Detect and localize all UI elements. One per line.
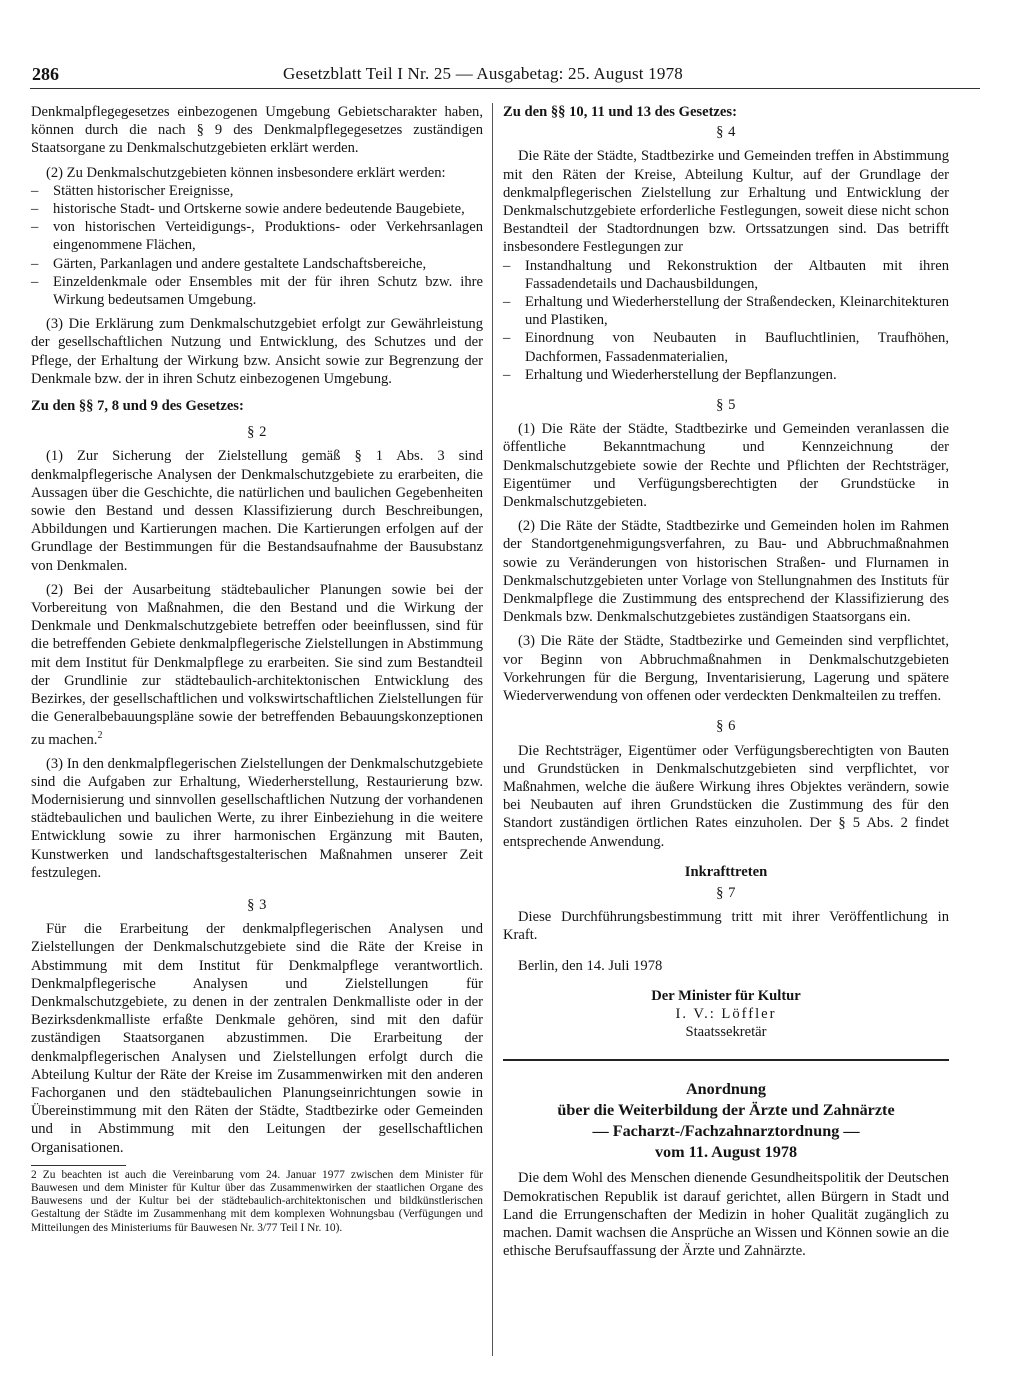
footnote-marker: 2 xyxy=(97,729,103,741)
section-2-paragraph-2: (2) Bei der Ausarbeitung städtebaulicher Planungen sowie bei der Vorbereitung von Maßnahmen, die den Bestand und die Wirkung der Denkmale und Denkmalschutzgebiete betreffen oder beeinflussen, sind für die betreffenden Gebiete denkmalpflegerische Zielstellungen in Abstimmung mit dem Institut für Denkmalpflege zu erarbeiten. Sie sind zum Bestandteil der Grundlinie zur städtebaulich-architektonischen Entwicklung des Bezirkes, der gesellschaftlichen und volkswirtschaftlichen Zielstellungen für die Generalbebauungspläne sowie der betreffenden Bebauungskonzeptionen zu machen.$^2$ xyxy=(31,581,483,748)
section-6-title: § 6 xyxy=(716,718,736,735)
paragraph-3: (3) Die Erklärung zum Denkmalschutzgebiet erfolgt zur Gewährleistung der gesellschaftlichen Nutzung und Entwicklung, des Schutzes und der Pflege, der Erhaltung der Wirkung bzw. Ansicht sowie zur Begrenzung der Denkmale bzw. der in ihren Schutz einbezogenen Umgebung. xyxy=(31,316,483,387)
anordnung-subtitle: über die Weiterbildung der Ärzte und Zahnärzte xyxy=(557,1101,895,1120)
list-item: – Einordnung von Neubauten in Baufluchtlinien, Traufhöhen, Dachformen, Fassadenmaterialien, xyxy=(503,330,949,365)
section-3-paragraph: Für die Erarbeitung der denkmalpflegerischen Analysen und Zielstellungen der Denkmalschutzgebiete sind die Räte der Kreise in Abstimmung mit dem Institut für Denkmalpflege verantwortlich. Denkmalpflegerische Analysen und Zielstellungen für Denkmalschutzgebiete, zu denen in der zentralen Denkmalliste oder in der Bezirksdenkmalliste erfaßte Denkmale gehören, sind mit den dafür zuständigen Staatsorganen abzustimmen. Die Erarbeitung der denkmalpflegerischen Analysen und Zielstellungen erfolgt durch die Abteilung Kultur der Räte der Kreise im Zusammenwirken mit den anderen Fachorganen und den städtebaulichen Planungseinrichtungen sowie in Übereinstimmung mit den Räten der Städte, Stadtbezirke oder Gemeinden und in Abstimmung mit den Leitungen der gesellschaftlichen Organisationen. xyxy=(31,921,483,1156)
anordnung-name: — Facharzt-/Fachzahnarztordnung — xyxy=(592,1122,860,1141)
section-5-paragraph-2: (2) Die Räte der Städte, Stadtbezirke und Gemeinden holen im Rahmen der Standortgenehmigungsverfahren, zu Bau- und Abbruchmaßnahmen sowie zu Veränderungen von historischen Straßen- und Flurnamen in Denkmalschutzgebieten unter Vorlage von Stellungnahmen des Instituts für Denkmalpflege die Zustimmung des entsprechend der Klassifizierung des Denkmals bzw. Denkmalschutzgebietes zuständigen Staatsorgans ein. xyxy=(503,518,949,626)
gazette-title: Gesetzblatt Teil I Nr. 25 — Ausgabetag: 25. August 1978 xyxy=(283,64,683,83)
list-item: – historische Stadt- und Ortskerne sowie andere bedeutende Baugebiete, xyxy=(31,201,465,218)
section-2-paragraph-1: (1) Zur Sicherung der Zielstellung gemäß § 1 Abs. 3 sind denkmalpflegerische Analysen der Denkmalschutzgebiete zu erarbeiten, die Aussagen über die Geschichte, die natürlichen und baulichen Gegebenheiten sowie den Bestand und dessen Klassifizierung durch Beschreibungen, Abbildungen und Kartierungen machen. Die Kartierungen erfolgen auf der Grundlage der Bestimmungen für die Bestandsaufnahme der Bausubstanz von Denkmalen. xyxy=(31,448,483,574)
list-item: – Instandhaltung und Rekonstruktion der Altbauten mit ihren Fassadendetails und Dachausbildungen, xyxy=(503,257,949,292)
section-5-title: § 5 xyxy=(716,397,736,414)
section-4-title: § 4 xyxy=(716,124,736,141)
anordnung-intro-paragraph: Die dem Wohl des Menschen dienende Gesundheitspolitik der Deutschen Demokratischen Republik ist darauf gerichtet, allen Bürgern in Stadt und Land die Errungenschaften der Medizin in hoher Qualität zugänglich zu machen. Damit wachsen die Ansprüche an Wissen und Können sowie an die ethische Berufsauffassung der Ärzte und Zahnärzte. xyxy=(503,1170,949,1260)
header-rule xyxy=(30,88,980,89)
section-separator xyxy=(503,1059,949,1061)
section-3-title: § 3 xyxy=(247,896,267,913)
list-item: – von historischen Verteidigungs-, Produktions- oder Verkehrsanlagen eingenommene Flächen, xyxy=(31,219,483,254)
list-item: – Einzeldenkmale oder Ensembles mit der für ihren Schutz bzw. ihre Wirkung bedeutsamen Umgebung. xyxy=(31,273,483,309)
left-column xyxy=(31,103,483,1235)
heading-sections-7-8-9: Zu den §§ 7, 8 und 9 des Gesetzes: xyxy=(31,398,244,415)
section-7-title: § 7 xyxy=(716,884,736,901)
column-divider xyxy=(492,103,493,1356)
page-header xyxy=(30,58,980,90)
signer-role: Staatssekretär xyxy=(685,1024,767,1041)
list-item: – Erhaltung und Wiederherstellung der Bepflanzungen. xyxy=(503,366,837,383)
minister-title: Der Minister für Kultur xyxy=(651,987,801,1004)
anordnung-date: vom 11. August 1978 xyxy=(654,1143,798,1162)
anordnung-title: Anordnung xyxy=(685,1080,767,1099)
section-5-paragraph-1: (1) Die Räte der Städte, Stadtbezirke und Gemeinden veranlassen die öffentliche Bekanntmachung und Kennzeichnung der Denkmalschutzgebiete sowie der Rechte und Pflichten der Rechtsträger, Eigentümer und Verfügungsberechtigten der Grundstücke in Denkmalschutzgebieten. xyxy=(503,421,949,511)
section-2-paragraph-3: (3) In den denkmalpflegerischen Zielstellungen der Denkmalschutzgebiete sind die Aufgaben zur Erhaltung, Wiederherstellung, Restaurierung bzw. Modernisierung und sinnvollen gesellschaftlichen Nutzung der vorhandenen städtebaulichen und baulichen Werte, zu ihrer Einbeziehung in die weitere Entwicklung sowie zu ihrer harmonischen Ergänzung mit Bauten, Kunstwerken und landschaftsgestalterischen Maßnahmen unserer Zeit festzulegen. xyxy=(31,755,483,881)
list-item: – Stätten historischer Ereignisse, xyxy=(31,182,234,199)
inkrafttreten-heading: Inkrafttreten xyxy=(684,863,768,880)
footnote-rule xyxy=(31,1165,126,1166)
section-5-paragraph-3: (3) Die Räte der Städte, Stadtbezirke und Gemeinden sind verpflichtet, vor Beginn von Abbruchmaßnahmen in Denkmalschutzgebieten Vorkehrungen für die Bergung, Inventarisierung, Lagerung und spätere Wiederverwendung von offenen oder verdeckten Denkmalteilen zu treffen. xyxy=(503,633,949,705)
section-7-paragraph: Diese Durchführungsbestimmung tritt mit ihrer Veröffentlichung in Kraft. xyxy=(503,909,949,944)
paragraph-2-intro: (2) Zu Denkmalschutzgebieten können insbesondere erklärt werden: xyxy=(46,164,446,181)
section-6-paragraph: Die Rechtsträger, Eigentümer oder Verfügungsberechtigten von Bauten und Grundstücken in Denkmalschutzgebieten sind verpflichtet, vor Maßnahmen, welche die äußere Wirkung ihres Objektes verändern, sowie bei Neubauten auf ihren Grundstücken die Zustimmung des für den Standort zuständigen örtlichen Rates einzuholen. Der § 5 Abs. 2 findet entsprechende Anwendung. xyxy=(503,742,949,850)
page-number: 286 xyxy=(32,64,59,84)
place-date: Berlin, den 14. Juli 1978 xyxy=(518,957,663,974)
list-item: – Erhaltung und Wiederherstellung der Straßendecken, Kleinarchitekturen und Plastiken, xyxy=(503,294,949,329)
signer-name: I. V.: Löffler xyxy=(675,1005,777,1022)
intro-paragraph: Denkmalpflegegesetzes einbezogenen Umgebung Gebietscharakter haben, können durch die nach § 9 des Denkmalpflegegesetzes zuständigen Staatsorgane zu Denkmalschutzgebieten erklärt werden. xyxy=(31,104,483,157)
right-column xyxy=(503,103,949,1260)
footnote: 2 Zu beachten ist auch die Vereinbarung vom 24. Januar 1977 zwischen dem Minister für Bauwesen und dem Minister für Kultur über das Zusammenwirken der staatlichen Organe des Bauwesens und der Kultur bei der städtebaulich-architektonischen und bildkünstlerischen Gestaltung der Städte im Zusammenhang mit dem komplexen Wohnungsbau (Verfügungen und Mitteilungen des Ministeriums für Bauwesen Nr. 3/77 Teil I Nr. 10). xyxy=(31,1168,483,1234)
heading-sections-10-11-13: Zu den §§ 10, 11 und 13 des Gesetzes: xyxy=(503,104,737,120)
list-item: – Gärten, Parkanlagen und andere gestaltete Landschaftsbereiche, xyxy=(31,255,427,272)
section-4-paragraph: Die Räte der Städte, Stadtbezirke und Gemeinden treffen in Abstimmung mit den Räten der Kreise, Abteilung Kultur, auf der Grundlage der denkmalpflegerischen Zielstellung zur Erhaltung und Entwicklung der Denkmalschutzgebiete erforderliche Festlegungen, soweit diese nicht schon Bestandteil der Stadtordnungen bzw. Ortssatzungen sind. Das betrifft insbesondere Festlegungen zur xyxy=(503,148,949,256)
section-2-title: § 2 xyxy=(247,424,267,441)
